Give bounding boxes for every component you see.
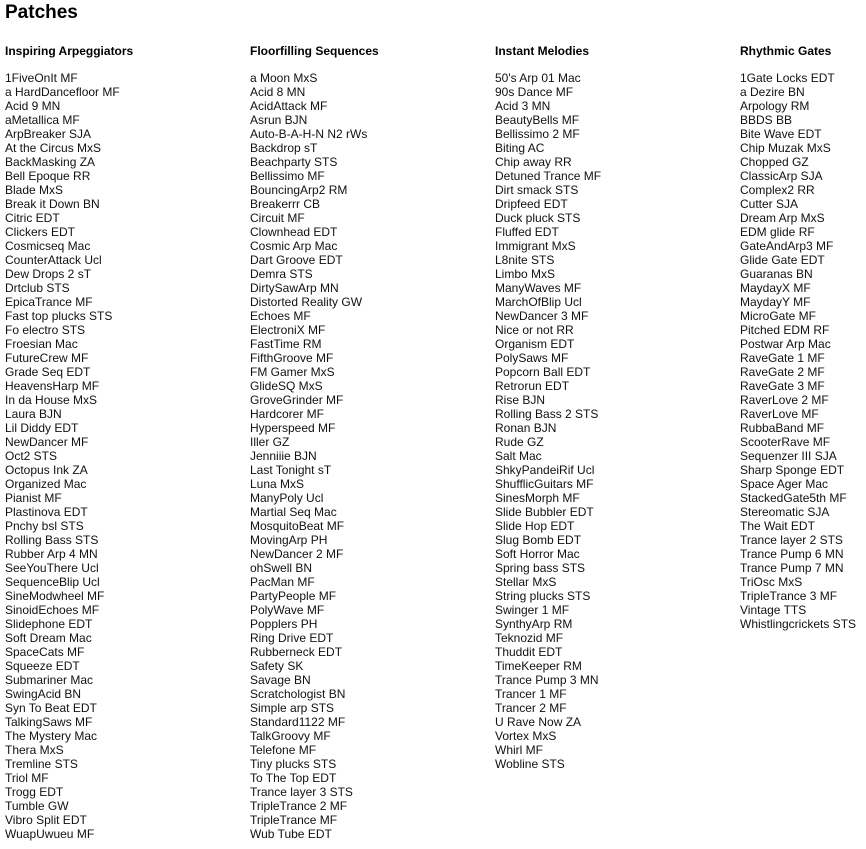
patch-item: ShufflicGuitars MF: [495, 477, 594, 491]
patch-item: Thuddit EDT: [495, 645, 563, 659]
patch-item: MaydayX MF: [740, 281, 811, 295]
patch-item: Acid 9 MN: [5, 99, 61, 113]
patch-item: Hardcorer MF: [250, 407, 325, 421]
patch-item: Wobline STS: [495, 757, 565, 771]
patch-item: Acid 3 MN: [495, 99, 551, 113]
patch-item: Break it Down BN: [5, 197, 100, 211]
patch-item: Cosmicseq Mac: [5, 239, 91, 253]
patch-item: Squeeze EDT: [5, 659, 80, 673]
patch-item: RaveGate 1 MF: [740, 351, 825, 365]
patch-item: Sequenzer III SJA: [740, 449, 837, 463]
patch-item: Oct2 STS: [5, 449, 58, 463]
patch-item: CounterAttack Ucl: [5, 253, 102, 267]
patch-item: StackedGate5th MF: [740, 491, 847, 505]
patch-item: Rolling Bass STS: [5, 533, 99, 547]
patch-item: Fo electro STS: [5, 323, 86, 337]
patch-item: Whirl MF: [495, 743, 543, 757]
column-inspiring-arpeggiators: [5, 43, 245, 841]
patch-item: Trance Pump 7 MN: [740, 561, 844, 575]
patch-item: a Dezire BN: [740, 85, 805, 99]
patch-item: aMetallica MF: [5, 113, 80, 127]
patch-item: AcidAttack MF: [250, 99, 328, 113]
patch-item: TalkGroovy MF: [250, 729, 331, 743]
patch-item: Biting AC: [495, 141, 545, 155]
patch-item: At the Circus MxS: [5, 141, 102, 155]
patch-item: Slide Bubbler EDT: [495, 505, 594, 519]
patch-item: Plastinova EDT: [5, 505, 88, 519]
patch-item: Pnchy bsl STS: [5, 519, 84, 533]
patch-item: SwingAcid BN: [5, 687, 82, 701]
patch-item: Trogg EDT: [5, 785, 64, 799]
patch-item: NewDancer 2 MF: [250, 547, 344, 561]
patch-item: Pitched EDM RF: [740, 323, 830, 337]
patch-list: [250, 71, 490, 841]
patch-item: Clownhead EDT: [250, 225, 338, 239]
patch-item: Chip away RR: [495, 155, 572, 169]
patch-item: Dripfeed EDT: [495, 197, 568, 211]
patch-item: Whistlingcrickets STS: [740, 617, 857, 631]
patch-item: 1Gate Locks EDT: [740, 71, 835, 85]
patch-item: Complex2 RR: [740, 183, 815, 197]
patch-item: Ronan BJN: [495, 421, 557, 435]
patch-item: Trance Pump 3 MN: [495, 673, 599, 687]
patch-item: Acid 8 MN: [250, 85, 306, 99]
patch-item: SineModwheel MF: [5, 589, 105, 603]
patch-item: Cutter SJA: [740, 197, 799, 211]
patch-item: To The Top EDT: [250, 771, 337, 785]
patch-item: Bite Wave EDT: [740, 127, 822, 141]
patch-item: FastTime RM: [250, 337, 322, 351]
patch-item: Laura BJN: [5, 407, 62, 421]
column-heading: Instant Melodies: [495, 44, 590, 58]
patch-list: [5, 71, 245, 841]
patch-item: Vintage TTS: [740, 603, 807, 617]
patch-item: Breakerrr CB: [250, 197, 321, 211]
patch-item: Blade MxS: [5, 183, 64, 197]
patch-item: Rubberneck EDT: [250, 645, 343, 659]
patch-item: Duck pluck STS: [495, 211, 581, 225]
patch-item: Rise BJN: [495, 393, 546, 407]
column-heading: Rhythmic Gates: [740, 44, 832, 58]
patch-item: WuapUwueu MF: [5, 827, 95, 841]
patch-item: Trancer 1 MF: [495, 687, 567, 701]
patch-item: Sharp Sponge EDT: [740, 463, 845, 477]
patch-item: Syn To Beat EDT: [5, 701, 97, 715]
patch-item: Martial Seq Mac: [250, 505, 337, 519]
patch-item: FifthGroove MF: [250, 351, 334, 365]
patch-item: TripleTrance 2 MF: [250, 799, 348, 813]
patch-item: Bellissimo 2 MF: [495, 127, 580, 141]
patch-item: Demra STS: [250, 267, 313, 281]
patch-item: RaveGate 2 MF: [740, 365, 825, 379]
patch-item: Grade Seq EDT: [5, 365, 91, 379]
patch-item: Froesian Mac: [5, 337, 78, 351]
patch-item: Popcorn Ball EDT: [495, 365, 591, 379]
patch-item: In da House MxS: [5, 393, 98, 407]
patch-item: BouncingArp2 RM: [250, 183, 348, 197]
patch-item: NewDancer 3 MF: [495, 309, 589, 323]
patch-item: Trance layer 3 STS: [250, 785, 353, 799]
patch-item: Safety SK: [250, 659, 304, 673]
patch-item: Soft Dream Mac: [5, 631, 92, 645]
patch-item: Iller GZ: [250, 435, 290, 449]
patch-item: Glide Gate EDT: [740, 253, 825, 267]
patch-item: Pianist MF: [5, 491, 62, 505]
patch-item: TimeKeeper RM: [495, 659, 582, 673]
patch-item: Salt Mac: [495, 449, 542, 463]
patch-item: Clickers EDT: [5, 225, 76, 239]
patch-item: Lil Diddy EDT: [5, 421, 79, 435]
patch-item: ArpBreaker SJA: [5, 127, 92, 141]
patch-item: Ring Drive EDT: [250, 631, 334, 645]
patch-item: Vibro Split EDT: [5, 813, 87, 827]
patch-item: RaveGate 3 MF: [740, 379, 825, 393]
patch-item: Dirt smack STS: [495, 183, 579, 197]
patch-item: a HardDancefloor MF: [5, 85, 120, 99]
patch-item: Octopus Ink ZA: [5, 463, 88, 477]
patch-item: PartyPeople MF: [250, 589, 337, 603]
patch-item: GateAndArp3 MF: [740, 239, 834, 253]
page-title: Patches: [5, 2, 78, 23]
patch-item: Trance Pump 6 MN: [740, 547, 844, 561]
patch-item: Stereomatic SJA: [740, 505, 830, 519]
patch-item: Dart Groove EDT: [250, 253, 343, 267]
patch-item: MicroGate MF: [740, 309, 817, 323]
patch-item: Telefone MF: [250, 743, 317, 757]
patch-item: RaverLove MF: [740, 407, 819, 421]
patch-item: Backdrop sT: [250, 141, 318, 155]
patch-item: Chopped GZ: [740, 155, 809, 169]
patch-item: Teknozid MF: [495, 631, 564, 645]
patch-item: Detuned Trance MF: [495, 169, 602, 183]
patch-item: Last Tonight sT: [250, 463, 332, 477]
patch-item: Jenniiie BJN: [250, 449, 317, 463]
patch-item: The Wait EDT: [740, 519, 815, 533]
patch-item: RubbaBand MF: [740, 421, 825, 435]
patch-item: ClassicArp SJA: [740, 169, 823, 183]
patch-item: Chip Muzak MxS: [740, 141, 831, 155]
patch-item: Tiny plucks STS: [250, 757, 337, 771]
patch-item: Immigrant MxS: [495, 239, 576, 253]
patch-item: L8nite STS: [495, 253, 555, 267]
patch-item: Standard1122 MF: [250, 715, 346, 729]
patch-item: Fast top plucks STS: [5, 309, 113, 323]
patch-item: PolySaws MF: [495, 351, 569, 365]
patch-item: ElectroniX MF: [250, 323, 326, 337]
patch-item: TriOsc MxS: [740, 575, 803, 589]
patch-item: Swinger 1 MF: [495, 603, 570, 617]
patch-item: Arpology RM: [740, 99, 810, 113]
patch-item: Cosmic Arp Mac: [250, 239, 338, 253]
patch-item: Rude GZ: [495, 435, 544, 449]
patch-item: SinesMorph MF: [495, 491, 580, 505]
patch-item: The Mystery Mac: [5, 729, 98, 743]
patch-item: SpaceCats MF: [5, 645, 85, 659]
patch-item: GlideSQ MxS: [250, 379, 323, 393]
patch-item: SynthyArp RM: [495, 617, 573, 631]
patch-item: ManyWaves MF: [495, 281, 582, 295]
patch-item: Soft Horror Mac: [495, 547, 580, 561]
patch-item: RaverLove 2 MF: [740, 393, 829, 407]
patch-item: ManyPoly Ucl: [250, 491, 324, 505]
patch-item: ShkyPandeiRif Ucl: [495, 463, 595, 477]
patch-item: Asrun BJN: [250, 113, 308, 127]
patch-item: ScooterRave MF: [740, 435, 831, 449]
patch-item: Thera MxS: [5, 743, 64, 757]
patch-item: TalkingSaws MF: [5, 715, 93, 729]
patch-item: Vortex MxS: [495, 729, 557, 743]
patch-item: Space Ager Mac: [740, 477, 829, 491]
column-instant-melodies: [495, 43, 735, 771]
patch-item: Distorted Reality GW: [250, 295, 363, 309]
patch-item: ohSwell BN: [250, 561, 313, 575]
patch-item: 50's Arp 01 Mac: [495, 71, 581, 85]
patch-item: NewDancer MF: [5, 435, 89, 449]
patch-item: Slug Bomb EDT: [495, 533, 582, 547]
patch-item: Tremline STS: [5, 757, 78, 771]
patch-item: U Rave Now ZA: [495, 715, 582, 729]
patch-item: Trance layer 2 STS: [740, 533, 843, 547]
column-heading: Floorfilling Sequences: [250, 44, 379, 58]
patch-item: Hyperspeed MF: [250, 421, 336, 435]
patch-item: Spring bass STS: [495, 561, 586, 575]
patch-item: MarchOfBlip Ucl: [495, 295, 582, 309]
patch-item: BeautyBells MF: [495, 113, 580, 127]
patch-list: [495, 71, 735, 771]
patch-item: a Moon MxS: [250, 71, 318, 85]
patch-item: Bellissimo MF: [250, 169, 325, 183]
patch-item: Scratchologist BN: [250, 687, 346, 701]
patch-item: DirtySawArp MN: [250, 281, 339, 295]
patch-item: Retrorun EDT: [495, 379, 570, 393]
patch-list: [740, 71, 866, 631]
patch-item: MosquitoBeat MF: [250, 519, 345, 533]
patch-item: Postwar Arp Mac: [740, 337, 831, 351]
patch-item: Drtclub STS: [5, 281, 70, 295]
patch-item: TripleTrance 3 MF: [740, 589, 838, 603]
patch-item: Fluffed EDT: [495, 225, 559, 239]
patch-item: PacMan MF: [250, 575, 315, 589]
patch-item: Beachparty STS: [250, 155, 338, 169]
patch-item: Dream Arp MxS: [740, 211, 825, 225]
patch-item: Rubber Arp 4 MN: [5, 547, 98, 561]
patch-item: GroveGrinder MF: [250, 393, 344, 407]
patch-item: Luna MxS: [250, 477, 305, 491]
patch-item: EDM glide RF: [740, 225, 815, 239]
patch-item: PolyWave MF: [250, 603, 325, 617]
patch-item: 90s Dance MF: [495, 85, 574, 99]
patch-item: Tumble GW: [5, 799, 69, 813]
patch-item: 1FiveOnIt MF: [5, 71, 78, 85]
patch-item: Bell Epoque RR: [5, 169, 91, 183]
patch-item: Guaranas BN: [740, 267, 813, 281]
patch-item: Dew Drops 2 sT: [5, 267, 92, 281]
patch-item: SequenceBlip Ucl: [5, 575, 100, 589]
patch-item: Limbo MxS: [495, 267, 556, 281]
patch-item: Slidephone EDT: [5, 617, 93, 631]
column-rhythmic-gates: [740, 43, 866, 631]
patch-item: Popplers PH: [250, 617, 318, 631]
patch-item: Auto-B-A-H-N N2 rWs: [250, 127, 368, 141]
patch-item: TripleTrance MF: [250, 813, 338, 827]
patch-item: BBDS BB: [740, 113, 793, 127]
patch-item: FutureCrew MF: [5, 351, 89, 365]
patch-item: Stellar MxS: [495, 575, 557, 589]
patch-item: BackMasking ZA: [5, 155, 96, 169]
patch-item: SeeYouThere Ucl: [5, 561, 99, 575]
patch-item: Wub Tube EDT: [250, 827, 332, 841]
patch-item: Trancer 2 MF: [495, 701, 567, 715]
patch-item: MaydayY MF: [740, 295, 811, 309]
patch-item: SinoidEchoes MF: [5, 603, 100, 617]
patch-item: Citric EDT: [5, 211, 60, 225]
patch-item: FM Gamer MxS: [250, 365, 335, 379]
patch-item: MovingArp PH: [250, 533, 328, 547]
patch-item: Echoes MF: [250, 309, 311, 323]
patch-item: Savage BN: [250, 673, 311, 687]
patch-item: Rolling Bass 2 STS: [495, 407, 599, 421]
patch-item: Triol MF: [5, 771, 49, 785]
patch-item: Circuit MF: [250, 211, 305, 225]
patch-item: HeavensHarp MF: [5, 379, 100, 393]
patch-item: Simple arp STS: [250, 701, 335, 715]
patch-item: String plucks STS: [495, 589, 591, 603]
column-heading: Inspiring Arpeggiators: [5, 44, 134, 58]
patch-item: Organized Mac: [5, 477, 87, 491]
patch-item: Submariner Mac: [5, 673, 94, 687]
patch-item: Organism EDT: [495, 337, 575, 351]
patch-item: Nice or not RR: [495, 323, 574, 337]
column-floorfilling-sequences: [250, 43, 490, 841]
patch-item: EpicaTrance MF: [5, 295, 93, 309]
patch-item: Slide Hop EDT: [495, 519, 575, 533]
